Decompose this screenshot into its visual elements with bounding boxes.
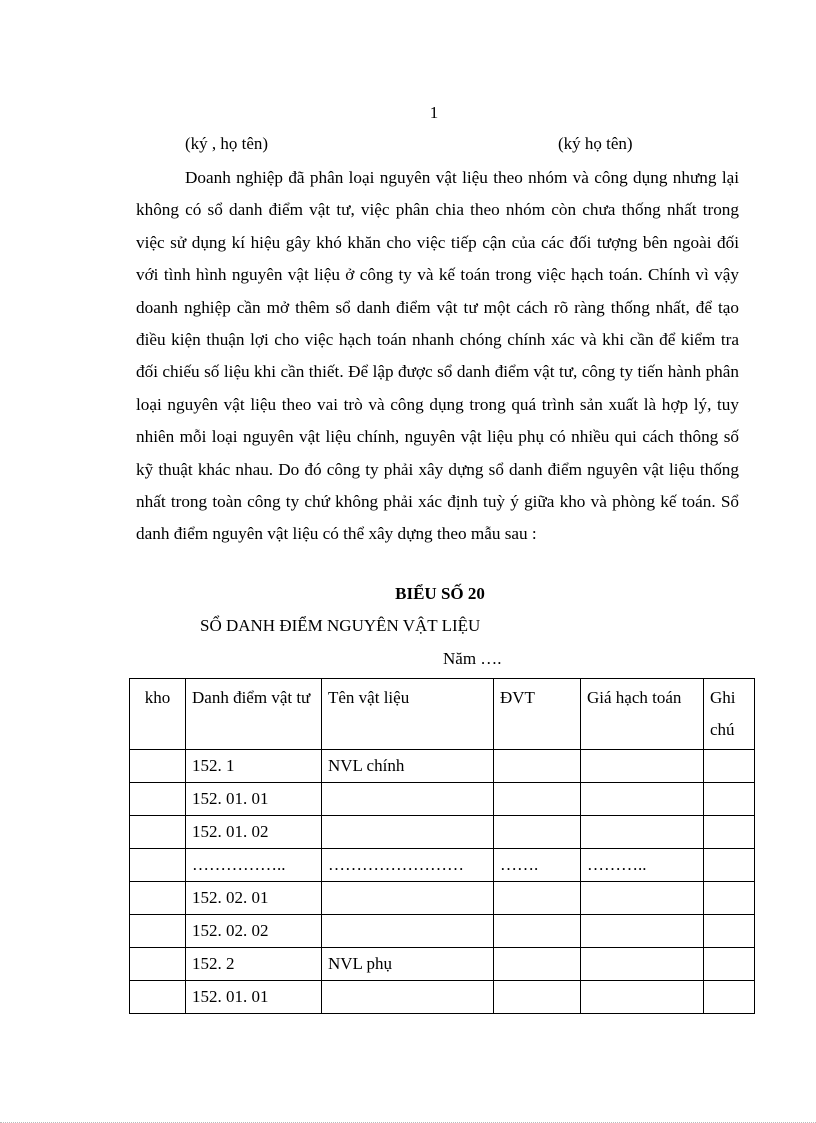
cell-code: 152. 02. 01 [186,882,322,915]
cell-kho [130,816,186,849]
body-paragraph: Doanh nghiệp đã phân loại nguyên vật liệu theo nhóm và công dụng nhưng lại không có sổ danh điểm vật tư, việc phân chia theo nhóm còn chưa thống nhất trong việc sử dụng kí hiệu gây khó khăn cho việc tiếp cận của các đối tượng bên ngoài đối với tình hình nguyên vật liệu ở công ty và kế toán trong việc hạch toán. Chính vì vậy doanh nghiệp cần mở thêm sổ danh điểm vật tư một cách rõ ràng thống nhất, để tạo điều kiện thuận lợi cho việc hạch toán nhanh chóng chính xác và khi cần để kiểm tra đối chiếu số liệu khi cần thiết. Để lập được sổ danh điểm vật tư, công ty tiến hành phân loại nguyên vật liệu theo vai trò và công dụng trong quá trình sản xuất là hợp lý, tuy nhiên mỗi loại nguyên vật liệu chính, nguyên vật liệu phụ có nhiều qui cách thông số kỹ thuật khác nhau. Do đó công ty phải xây dựng sổ danh điểm nguyên vật liệu thống nhất trong toàn công ty chứ không phải xác định tuỳ ý giữa kho và phòng kế toán. Sổ danh điểm nguyên vật liệu có thể xây dựng theo mẫu sau : [136,168,739,544]
column-header-unit: ĐVT [494,679,581,750]
cell-material-name: NVL phụ [322,948,494,981]
cell-material-name [322,915,494,948]
table-row [130,783,755,816]
table-row [130,750,755,783]
page-number: 1 [429,103,439,122]
cell-unit [494,783,581,816]
cell-material-name [322,882,494,915]
cell-kho [130,783,186,816]
cell-note [704,948,755,981]
cell-price: ……….. [581,849,704,882]
cell-kho [130,849,186,882]
cell-material-name [322,783,494,816]
cell-material-name: NVL chính [322,750,494,783]
cell-kho [130,981,186,1014]
table-row [130,849,755,882]
cell-code: 152. 02. 02 [186,915,322,948]
form-title: BIỂU SỐ 20 [395,584,485,603]
cell-unit [494,750,581,783]
cell-kho [130,948,186,981]
cell-price [581,882,704,915]
cell-price [581,948,704,981]
cell-note [704,783,755,816]
signature-left: (ký , họ tên) [185,134,269,153]
column-header-kho: kho [130,679,186,750]
signature-right: (ký họ tên) [558,134,633,153]
table-row [130,981,755,1014]
cell-material-name [322,981,494,1014]
cell-price [581,981,704,1014]
cell-price [581,783,704,816]
table-row [130,915,755,948]
cell-code: 152. 01. 01 [186,783,322,816]
table-row [130,816,755,849]
cell-note [704,882,755,915]
cell-unit [494,882,581,915]
ledger-title: SỔ DANH ĐIỂM NGUYÊN VẬT LIỆU [200,616,481,635]
cell-kho [130,882,186,915]
cell-price [581,915,704,948]
table-header-row [130,679,755,750]
cell-code: 152. 01. 02 [186,816,322,849]
column-header-material-name: Tên vật liệu [322,679,494,750]
column-header-code: Danh điểm vật tư [186,679,322,750]
table-row [130,882,755,915]
cell-unit [494,948,581,981]
cell-code: 152. 01. 01 [186,981,322,1014]
cell-note [704,816,755,849]
table-row [130,948,755,981]
cell-note [704,915,755,948]
cell-unit [494,981,581,1014]
cell-price [581,816,704,849]
column-header-note: Ghi chú [704,679,755,750]
ledger-table [129,678,755,1014]
year-label: Năm …. [443,649,502,668]
cell-unit [494,915,581,948]
cell-kho [130,915,186,948]
cell-price [581,750,704,783]
cell-code: 152. 2 [186,948,322,981]
cell-note [704,750,755,783]
cell-kho [130,750,186,783]
column-header-price: Giá hạch toán [581,679,704,750]
cell-note [704,849,755,882]
cell-code: …………….. [186,849,322,882]
cell-note [704,981,755,1014]
cell-material-name: …………………… [322,849,494,882]
cell-unit: ……. [494,849,581,882]
cell-code: 152. 1 [186,750,322,783]
cell-unit [494,816,581,849]
cell-material-name [322,816,494,849]
